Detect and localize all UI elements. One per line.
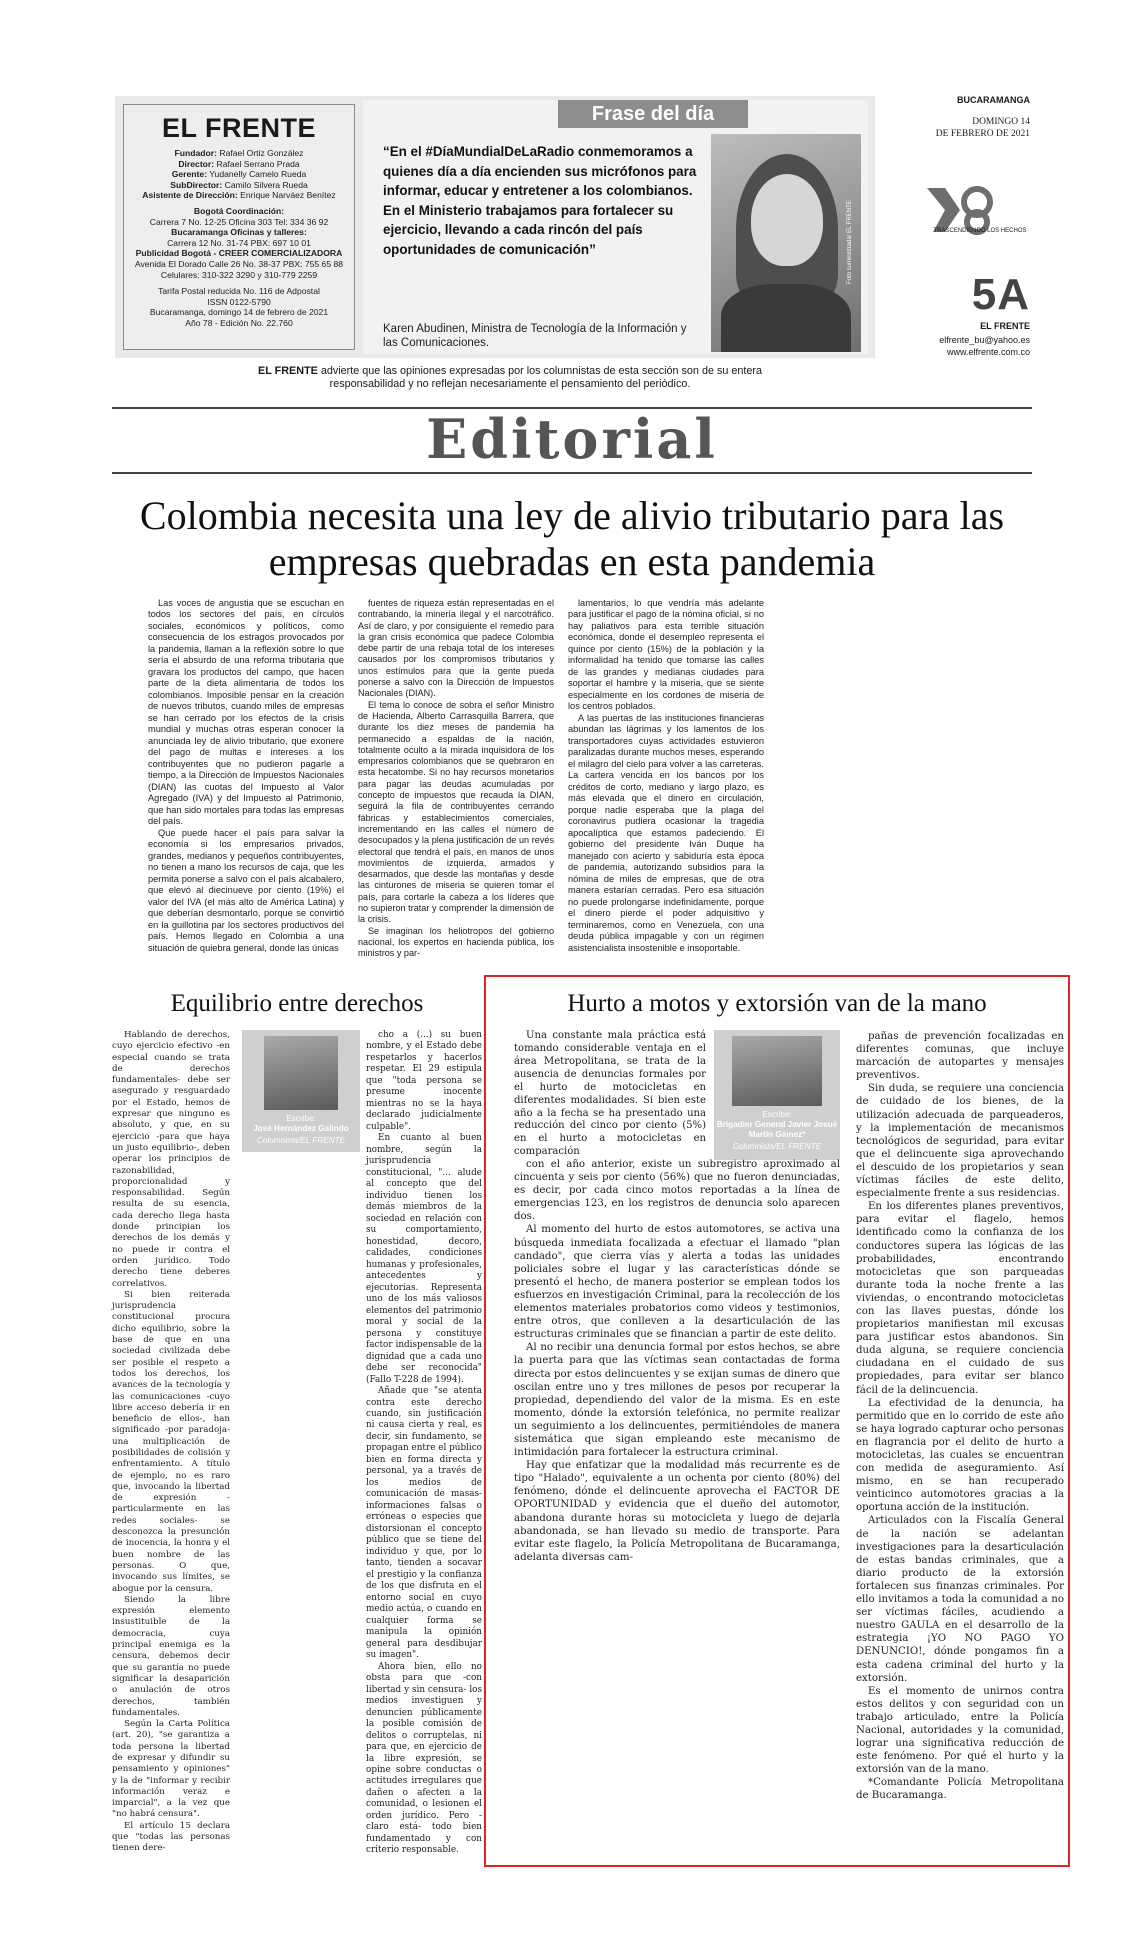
credit-name: Rafael Ortiz González (217, 148, 304, 158)
credit-name: Enrique Narváez Benítez (237, 190, 336, 201)
masthead (115, 96, 875, 358)
disclaimer (250, 365, 770, 391)
paragraph: Articulados con la Fiscalía General de la nación se adelantan investigaciones para la desarticulación de estas bandas criminales, que a diario producto de la extorsión fortalecen sus finanzas criminales. Por ello invitamos a toda la comunidad a no ser víctimas fáciles, acudiendo a nuestro GAULA en el desarrollo de la estrategia ¡YO NO PAGO YO DENUNCIO!, dónde pongamos fin a esta cadena criminal del hurto y la extorsión. (856, 1515, 1064, 1684)
credits-list (132, 148, 346, 201)
paragraph: Es el momento de unirnos contra estos delitos y con seguridad con un trabajo articulado, entre la Policía Nacional, autoridades y la comunidad, lograr una significativa reducción de este fenómeno. Por qué el hurto y la extorsión van de la mano. (856, 1685, 1064, 1776)
paragraph: La efectividad de la denuncia, ha permitido que en lo corrido de este año se haya logrado capturar ocho personas en flagrancia por el delito de hurto a motocicletas, las cuales se encuentran con medida de aseguramiento. Así mismo, en se han recuperado veinticinco automotores gracias a la oportuna acción de la institución. (856, 1397, 1064, 1514)
78-years-emblem-icon (905, 180, 1025, 235)
brand-small: EL FRENTE (980, 321, 1030, 331)
right-byline-label: Escribe: (762, 1110, 792, 1119)
paragraph: Al momento del hurto de estos automotores, se activa una búsqueda inmediata focalizada a efectuar el llamado "plan candado", que cierra vías y alerta a todas las unidades policiales sobre el lugar y las características dónde se presentó el hecho, de manera posterior se emplean todos los esfuerzos en investigación Criminal, para la recolección de los elementos materiales probatorios como videos y testimonios, entre otros, que conlleven a la desarticulación de las estructuras criminales que se financian a partir de este delito. (514, 1224, 840, 1341)
frase-quote: “En el #DíaMundialDeLaRadio conmemoramos a quienes día a día encienden sus micrófonos para informar, educar y entretener a los colombianos. En el Ministerio trabajamos para fortalecer su ejercicio, llevando a cada rincón del país oportunidades de comunicación” (383, 144, 697, 257)
left-article-column-2 (366, 1030, 482, 1857)
info-line: ISSN 0122-5790 (207, 296, 271, 307)
info-line: Tarifa Postal reducida No. 116 de Adpostal (158, 286, 320, 297)
credit-line (132, 190, 346, 201)
right-article-column-1 (514, 1030, 706, 1159)
right-byline-card (714, 1030, 840, 1160)
page-number: 5A (971, 270, 1030, 319)
paragraph: Según la Carta Política (art. 20), "se garantiza a toda persona la libertad de expresar y difundir su pensamiento y opiniones" y la de "informar y recibir información veraz e imparcial", a la vez que "no habrá censura". (112, 1719, 230, 1820)
right-columnist-photo (732, 1036, 822, 1106)
frase-label: Frase del día (558, 100, 748, 128)
info-line: Carrera 12 No. 31-74 PBX: 697 10 01 (167, 237, 311, 248)
paragraph: En cuanto al buen nombre, según la jurisprudencia constitucional, "... alude al concepto que del individuo tienen los demás miembros de la sociedad en relación con su comportamiento, honestidad, decoro, calidades, condiciones humanas y profesionales, antecedentes y ejecutorias. Representa uno de los más valiosos elementos del patrimonio moral y social de la persona y constituye factor indispensable de la dignidad que a cada uno debe ser reconocida" (Fallo T-228 de 1994). (366, 1133, 482, 1385)
info-line: Carrera 7 No. 12-25 Oficina 303 Tel: 334 36 92 (149, 216, 329, 227)
left-article-headline: Equilibrio entre derechos (170, 990, 424, 1017)
paragraph: Sin duda, se requiere una conciencia de cuidado de los bienes, de la utilización adecuada de parqueaderos, y la implementación de mecanismos tecnológicos de seguridad, para evitar que el delincuente siga aprovechando el descuido de los propietarios y sean víctimas fáciles de este delito, especialmente frente a sus residencias. (856, 1083, 1064, 1200)
paragraph: Hay que enfatizar que la modalidad más recurrente es de tipo "Halado", equivalente a un ochenta por ciento (80%) del fenómeno, dónde el delincuente aprovecha el FACTOR DE OPORTUNIDAD y evidencia que el dueño del automotor, abandona durante horas su motocicleta y luego de dejarla abandonada, se han llevado su medio de transporte. Para evitar este flagelo, la Policía Metropolitana de Bucaramanga, adelanta diversas cam- (514, 1460, 840, 1563)
credit-role: SubDirector: (170, 179, 223, 190)
left-byline-card (242, 1030, 360, 1152)
paragraph: Si bien reiterada jurisprudencia constitucional procura dicho equilibrio, sobre la base de que en una sociedad civilizada debe ser posible el respeto a todos los derechos, los avances de la tecnología y las comunicaciones -cuyo libre acceso debería ir en beneficio de ellos-, han significado -por paradoja- una multiplicación de posibilidades de colisión y enfrentamiento. A título de ejemplo, no es raro que, invocando la libertad de expresión -particularmente en las redes sociales- se desconozca la presunción de inocencia, la honra y el buen nombre de las personas. O que, invocando sus límites, se abogue por la censura. (112, 1289, 230, 1594)
right-byline-role: Columnista/EL FRENTE (732, 1142, 822, 1151)
paragraph: En los diferentes planes preventivos, para evitar el flagelo, hemos identificado como la confianza de los conductores supera las lógicas de las probabilidades, encontrando motocicletas que son parqueadas durante toda la noche frente a las viviendas, o encontrando motocicletas con las llaves puestas, dónde los propietarios manifiestan mil excusas para justificar estos abandonos. Sin duda alguna, se requiere conciencia ciudadana en el cuidado de sus propiedades, para evitar ser blanco fácil de la delincuencia. (856, 1201, 1064, 1396)
left-byline-role: Columnista/EL FRENTE (256, 1136, 346, 1145)
paragraph: Se imaginan los heliotropos del gobierno nacional, los expertos en hacienda pública, los ministros y par- (358, 925, 554, 959)
paragraph: El artículo 15 declara que "todas las personas tienen dere- (112, 1820, 230, 1854)
date-line-1: DOMINGO 14 (972, 117, 1030, 127)
credit-name: Yudanelly Camelo Rueda (207, 169, 307, 180)
newspaper-logo: EL FRENTE (161, 113, 316, 143)
paragraph: El tema lo conoce de sobra el señor Ministro de Hacienda, Alberto Carrasquilla Barrera, que durante los diez meses de pandemia ha permanecido a espaldas de la nación, totalmente oculto a la mirada inquisidora de los empresarios colombianos que se quebraron en esta hecatombe. Si no hay recursos monetarios para pagar las deudas acumuladas por concepto de impuestos que recauda la DIAN, seguirá la fila de contribuyentes cerrando fábricas y establecimientos comerciales, incrementando en las calles el número de desocupados y la plena justificación de un revés electoral que tendrá el país, en manos de unos movimientos de izquierda, armados y desarmados, que desde las montañas y desde las cinturones de miseria se quieren tomar el país, para cortarle la cabeza a los líderes que no supieron tratar y comprender la dimensión de la crisis. (358, 699, 554, 925)
info-line: Avenida El Dorado Calle 26 No. 38-37 PBX: 755 65 88 (134, 258, 344, 269)
credit-role: Director: (178, 158, 215, 169)
paragraph: cho a (...) su buen nombre, y el Estado debe respetarlos y hacerlos respetar. El 29 estipula que "toda persona se presume inocente mientras no se la haya declarado judicialmente culpable". (366, 1030, 482, 1132)
paragraph: Al no recibir una denuncia formal por estos hechos, se abre la puerta para que las víctimas sean contactadas de forma directa por estos delincuentes y se exijan sumas de dinero que oscilan entre uno y tres millones de pesos por recuperar la propiedad, dependiendo del valor de la misma. Es en este momento, dónde la extorsión telefónica, no permite realizar un seguimiento a los delincuentes, permitiéndoles de manera sistemática que sigan empleando este mecanismo de intimidación para fortalecer la estructura criminal. (514, 1342, 840, 1459)
paragraph: Las voces de angustia que se escuchan en todos los sectores del país, en círculos sociales, económicos y políticos, como consecuencia de los estragos provocados por la pandemia, llaman a la reflexión sobre lo que sería el absurdo de una reforma tributaria que gravara los productos del campo, que hacen parte de la dieta alimentaria de todos los colombianos. Imposible pensar en la creación de nuevos tributos, cuando miles de empresas se han cerrado por los efectos de la crisis mundial y muchas otras esperan conocer la anunciada ley de alivio tributario, que exonere del pago de multas e intereses a los contribuyentes que no pudieron pagarle a tiempo, a la Dirección de Impuestos Nacionales (DIAN) las cuotas del Impuesto al Valor Agregado (IVA) y del Impuesto al Patrimonio, que han sido mortales para todas las empresas del país. (148, 598, 344, 827)
edition-info (132, 286, 346, 328)
address-list (132, 206, 346, 280)
left-byline-name: José Hernández Galindo (253, 1124, 349, 1133)
info-line: Bucaramanga, domingo 14 de febrero de 2021 (149, 307, 329, 318)
right-byline-name: Brigadier General Javier Josué Martín Gámez* (716, 1120, 838, 1139)
author-photo (711, 134, 861, 352)
disclaimer-text: advierte que las opiniones expresadas por los columnistas de esta sección son de su entera responsabilidad y no reflejan necesariamente el pensamiento del periódico. (317, 365, 762, 390)
credit-name: Camilo Silvera Rueda (222, 179, 308, 190)
left-article-column-1 (112, 1030, 230, 1855)
section-rule-bottom (112, 472, 1032, 474)
editorial-column-1 (148, 598, 344, 954)
credit-line (132, 148, 346, 159)
paragraph: con el año anterior, existe un subregistro aproximado al cincuenta y seis por ciento (56%) que no fueron denunciadas, es decir, por cada cinco motos reportadas a la línea de emergencias 123, en los registros de denuncia solo aparecen dos. (514, 1159, 840, 1223)
paragraph: *Comandante Policía Metropolitana de Bucaramanga. (856, 1777, 1064, 1802)
website-link[interactable]: www.elfrente.com.co (946, 347, 1030, 357)
credit-name: Rafael Serrano Prada (214, 158, 300, 169)
city-label: BUCARAMANGA (957, 95, 1030, 105)
right-article-headline: Hurto a motos y extorsión van de la mano (567, 990, 987, 1017)
frase-del-dia-box (363, 100, 868, 354)
right-article-column-2 (514, 1158, 840, 1564)
photo-credit: Foto suministrada/ EL FRENTE (847, 200, 853, 284)
left-byline-label: Escribe: (286, 1114, 316, 1123)
brand-box (123, 104, 355, 350)
credit-line (132, 180, 346, 191)
emblem-label: TRASCENDIENDO LOS HECHOS (933, 228, 1027, 234)
paragraph: Añade que "se atenta contra este derecho cuando, sin justificación ni causa cierta y real, es decir, sin fundamento, se propagan entre el público bien en forma directa y personal, ya a través de los medios de comunicación de masas- informaciones falsas o erróneas o especies que distorsionan el concepto público que se tiene del individuo y que, por lo tanto, tienden a socavar el prestigio y la confianza de los que disfruta en el entorno social en cuyo medio actúa, o cuando en cualquier forma se manipula la opinión general para desdibujar su imagen". (366, 1386, 482, 1661)
info-line: Bogotá Coordinación: (193, 205, 285, 216)
right-article-column-3 (856, 1030, 1064, 1803)
editorial-headline: Colombia necesita una ley de alivio tributario para las empresas quebradas en esta pandemia (139, 493, 1005, 584)
section-title: Editorial (426, 407, 718, 471)
paragraph: Que puede hacer el país para salvar la economía si los empresarios privados, grandes, medianos y pequeños contribuyentes, no tienen a mano los recursos de caja, que les permita ponerse a salvo con el país alcabalero, que elevó al diecinueve por ciento (19%) el valor del IVA (el más alto de América Latina) y que deberían desmontarlo, porque se convirtió en la guillotina par los sectores productivos del país. Hemos llegado en Colombia a una situación de quiebra general, donde las únicas (148, 827, 344, 953)
info-line: Publicidad Bogotá - CREER COMERCIALIZADORA (135, 248, 343, 259)
contact-email[interactable]: elfrente_bu@yahoo.es (939, 335, 1030, 345)
info-line: Celulares: 310-322 3290 y 310-779 2259 (160, 269, 318, 280)
paragraph: Ahora bien, ello no obsta para que -con libertad y sin censura- los medios investiguen y denuncien públicamente la posible comisión de delitos o corruptelas, ni para que, en ejercicio de la libre expresión, se opine sobre conductas o actitudes irregulares que dañen o afecten a la comunidad, o lesionen el orden jurídico. Pero -claro está- todo bien fundamentado y con criterio responsable. (366, 1661, 482, 1856)
disclaimer-brand: EL FRENTE (258, 365, 318, 377)
credit-role: Fundador: (174, 148, 218, 158)
info-line: Año 78 - Edición No. 22.760 (185, 317, 293, 328)
credit-line (132, 169, 346, 180)
photo-body-shape (721, 284, 851, 352)
credit-role: Asistente de Dirección: (142, 190, 238, 201)
editorial-column-3 (568, 598, 764, 954)
paragraph: A las puertas de las instituciones financieras abundan las lágrimas y los lamentos de los transportadores cuyas actividades estuvieron paralizadas durante muchos meses, esperando el milagro del cielo para volver a las carreteras. La cartera vencida en los bancos por los créditos de corto, mediano y largo plazo, es más elevada que el dinero en circulación, porque nadie esperaba que la plaga del coronavirus pudiera ocasionar la tragedia apocalíptica que estamos padeciendo. El gobierno del presidente Iván Duque ha manejado con acierto y sabiduría esta época de pandemia, autorizando subsidios para la nómina de miles de empresas, que de otra manera estarían cerradas. Pero esa situación no puede prolongarse indefinidamente, porque el dinero pierde el poder adquisitivo y terminaremos, como en Venezuela, con una deuda pública impagable y con un régimen asistencialista insostenible e insoportable. (568, 712, 764, 953)
paragraph: fuentes de riqueza están representadas en el contrabando, la minería ilegal y el narcotráfico. Así de claro, y por consiguiente el remedio para la gran crisis económica que padece Colombia debe partir de una rebaja total de los intereses causados por los compromisos tributarios y unos estímulos para que la gente pueda ponerse a salvo con la Dirección de Impuestos Nacionales (DIAN). (358, 598, 554, 699)
paragraph: lamentarios, lo que vendría más adelante para justificar el pago de la nómina oficial, si no hay paliativos para esta terrible situación económica, donde el desempleo representa el quince por ciento (15%) de la población y la informalidad ha tenido que tomarse las calles de las grandes y medianas ciudades para soportar el hambre y la miseria, que se siente especialmente en los cordones de miseria de los centros poblados. (568, 598, 764, 712)
paragraph: Siendo la libre expresión elemento insustituible de la democracia, cuya principal enemiga es la censura, debemos decir que su garantía no puede significar la desaparición o anulación de otros derechos, también fundamentales. (112, 1594, 230, 1718)
paragraph: pañas de prevención focalizadas en diferentes comunas, que incluye marcación de autopartes y mensajes preventivos. (856, 1031, 1064, 1082)
info-line: Bucaramanga Oficinas y talleres: (171, 227, 307, 238)
frase-author: Karen Abudinen, Ministra de Tecnología de la Información y las Comunicaciones. (383, 323, 687, 349)
photo-face-shape (751, 174, 823, 266)
date-line-2: DE FEBRERO DE 2021 (935, 129, 1030, 139)
editorial-column-2 (358, 598, 554, 960)
paragraph: Una constante mala práctica está tomando considerable ventaja en el área Metropolitana, se trata de la ausencia de denuncias formales por el hurto de motocicletas en diferentes modalidades. Si bien este año a la fecha se ha presentado una reducción del cinco por ciento (5%) en el hurto a motocicletas en comparación (514, 1030, 706, 1158)
left-columnist-photo (264, 1036, 338, 1110)
credit-line (132, 159, 346, 170)
paragraph: Hablando de derechos, cuyo ejercicio efectivo -en especial cuando se trata de derechos fundamentales- debe ser asegurado y resguardado por el Estado, hemos de expresar que ninguno es absoluto, y que, en su ejercicio -para que haya un justo equilibrio-, deben operar los principios de razonabilidad, proporcionalidad y responsabilidad. Según resulta de su esencia, cada derecho llega hasta donde principian los derechos de los demás y no puede ir contra el orden jurídico. Todo derecho tiene deberes correlativos. (112, 1030, 230, 1289)
credit-role: Gerente: (171, 169, 208, 180)
